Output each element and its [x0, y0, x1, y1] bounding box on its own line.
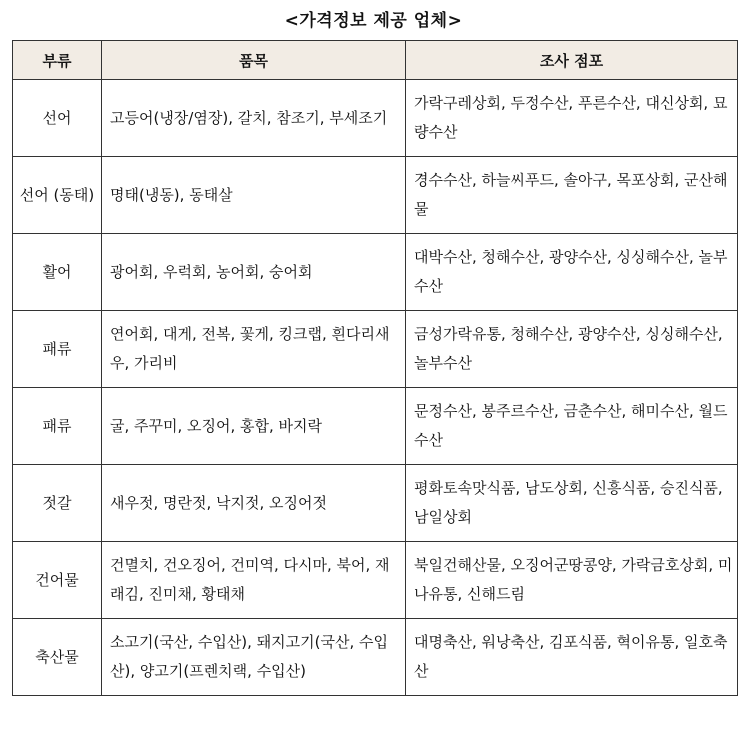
price-info-table: [12, 40, 738, 696]
items-cell: 광어회, 우럭회, 농어회, 숭어회: [102, 234, 406, 311]
column-header-stores: 조사 점포: [406, 41, 738, 80]
table-row: [13, 388, 738, 465]
items-cell: 건멸치, 건오징어, 건미역, 다시마, 북어, 재래김, 진미채, 황태채: [102, 542, 406, 619]
items-cell: 소고기(국산, 수입산), 돼지고기(국산, 수입산), 양고기(프렌치랙, 수입산): [102, 619, 406, 696]
stores-cell: 대명축산, 워낭축산, 김포식품, 혁이유통, 일호축산: [406, 619, 738, 696]
table-row: [13, 465, 738, 542]
stores-cell: 문정수산, 봉주르수산, 금춘수산, 해미수산, 월드수산: [406, 388, 738, 465]
column-header-category: 부류: [13, 41, 102, 80]
items-cell: 연어회, 대게, 전복, 꽃게, 킹크랩, 흰다리새우, 가리비: [102, 311, 406, 388]
table-body: [13, 80, 738, 696]
header-row: [13, 41, 738, 80]
column-header-items: 품목: [102, 41, 406, 80]
table-row: [13, 157, 738, 234]
table-header: [13, 41, 738, 80]
items-cell: 새우젓, 명란젓, 낙지젓, 오징어젓: [102, 465, 406, 542]
stores-cell: 평화토속맛식품, 남도상회, 신흥식품, 승진식품, 남일상회: [406, 465, 738, 542]
category-cell: 선어 (동태): [13, 157, 102, 234]
items-cell: 명태(냉동), 동태살: [102, 157, 406, 234]
category-cell: 활어: [13, 234, 102, 311]
category-cell: 건어물: [13, 542, 102, 619]
stores-cell: 대박수산, 청해수산, 광양수산, 싱싱해수산, 놀부수산: [406, 234, 738, 311]
stores-cell: 가락구레상회, 두정수산, 푸른수산, 대신상회, 묘량수산: [406, 80, 738, 157]
category-cell: 축산물: [13, 619, 102, 696]
category-cell: 젓갈: [13, 465, 102, 542]
category-cell: 패류: [13, 311, 102, 388]
stores-cell: 금성가락유통, 청해수산, 광양수산, 싱싱해수산, 놀부수산: [406, 311, 738, 388]
table-row: [13, 234, 738, 311]
category-cell: 선어: [13, 80, 102, 157]
table-row: [13, 80, 738, 157]
items-cell: 굴, 주꾸미, 오징어, 홍합, 바지락: [102, 388, 406, 465]
items-cell: 고등어(냉장/염장), 갈치, 참조기, 부세조기: [102, 80, 406, 157]
page-title: <가격정보 제공 업체>: [284, 11, 463, 31]
table-row: [13, 542, 738, 619]
table-row: [13, 311, 738, 388]
category-cell: 패류: [13, 388, 102, 465]
stores-cell: 북일건해산물, 오징어군땅콩양, 가락금호상회, 미나유통, 신해드림: [406, 542, 738, 619]
stores-cell: 경수수산, 하늘씨푸드, 솔아구, 목포상회, 군산해물: [406, 157, 738, 234]
table-row: [13, 619, 738, 696]
